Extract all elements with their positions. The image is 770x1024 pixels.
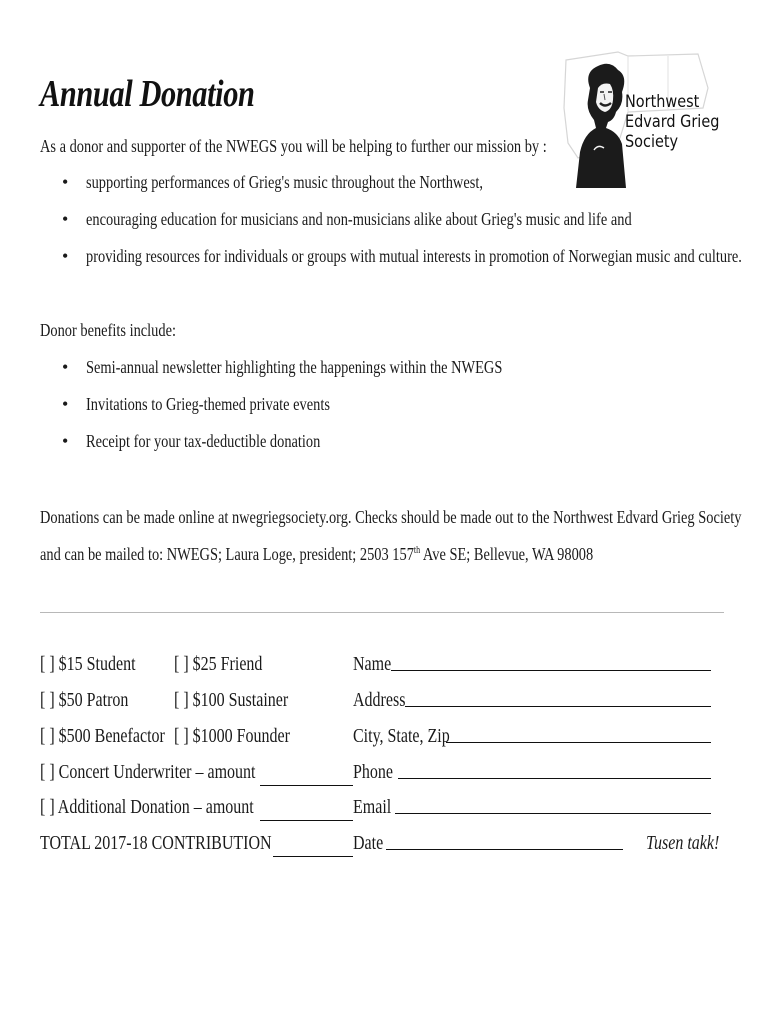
benefits-heading: Donor benefits include: (40, 320, 176, 340)
email-field[interactable]: Email (353, 796, 711, 819)
form-row-2 (40, 689, 730, 719)
mailing-address: and can be mailed to: NWEGS; Laura Loge, president; 2503 157th Ave SE; Bellevue, WA 98008 (40, 544, 594, 564)
total-amount-field[interactable] (273, 856, 353, 857)
underwriter-amount-field[interactable] (260, 785, 353, 786)
sustainer-option[interactable]: [ ] $100 Sustainer (174, 689, 289, 711)
logo-text: Northwest Edvard Grieg Society (625, 92, 720, 152)
additional-amount-field[interactable] (260, 820, 353, 821)
page-title: Annual Donation (40, 73, 255, 115)
address-field[interactable]: Address (353, 689, 711, 712)
founder-option[interactable]: [ ] $1000 Founder (174, 725, 290, 747)
additional-donation-option[interactable]: [ ] Additional Donation – amount (40, 796, 254, 818)
underwriter-option[interactable]: [ ] Concert Underwriter – amount (40, 761, 256, 783)
intro-text: As a donor and supporter of the NWEGS you will be helping to further our mission by : (40, 136, 547, 156)
patron-option[interactable]: [ ] $50 Patron (40, 689, 129, 711)
form-row-3 (40, 725, 730, 755)
student-option[interactable]: [ ] $15 Student (40, 653, 136, 675)
donation-instructions: Donations can be made online at nwegriegsociety.org. Checks should be made out to the Northwest Edvard Grieg Society (40, 507, 742, 527)
city-state-zip-field[interactable]: City, State, Zip (353, 725, 711, 748)
form-row-5 (40, 796, 730, 826)
nwegs-logo (558, 48, 728, 193)
form-row-6 (40, 832, 730, 862)
friend-option[interactable]: [ ] $25 Friend (174, 653, 263, 675)
divider (40, 612, 724, 613)
date-field[interactable]: Date (353, 832, 623, 855)
thank-you-text: Tusen takk! (646, 832, 720, 854)
form-row-4 (40, 761, 730, 791)
phone-field[interactable]: Phone (353, 761, 711, 784)
form-row-1 (40, 653, 730, 683)
benefactor-option[interactable]: [ ] $500 Benefactor (40, 725, 165, 747)
total-contribution-label: TOTAL 2017-18 CONTRIBUTION (40, 832, 272, 854)
name-field[interactable]: Name (353, 653, 711, 676)
